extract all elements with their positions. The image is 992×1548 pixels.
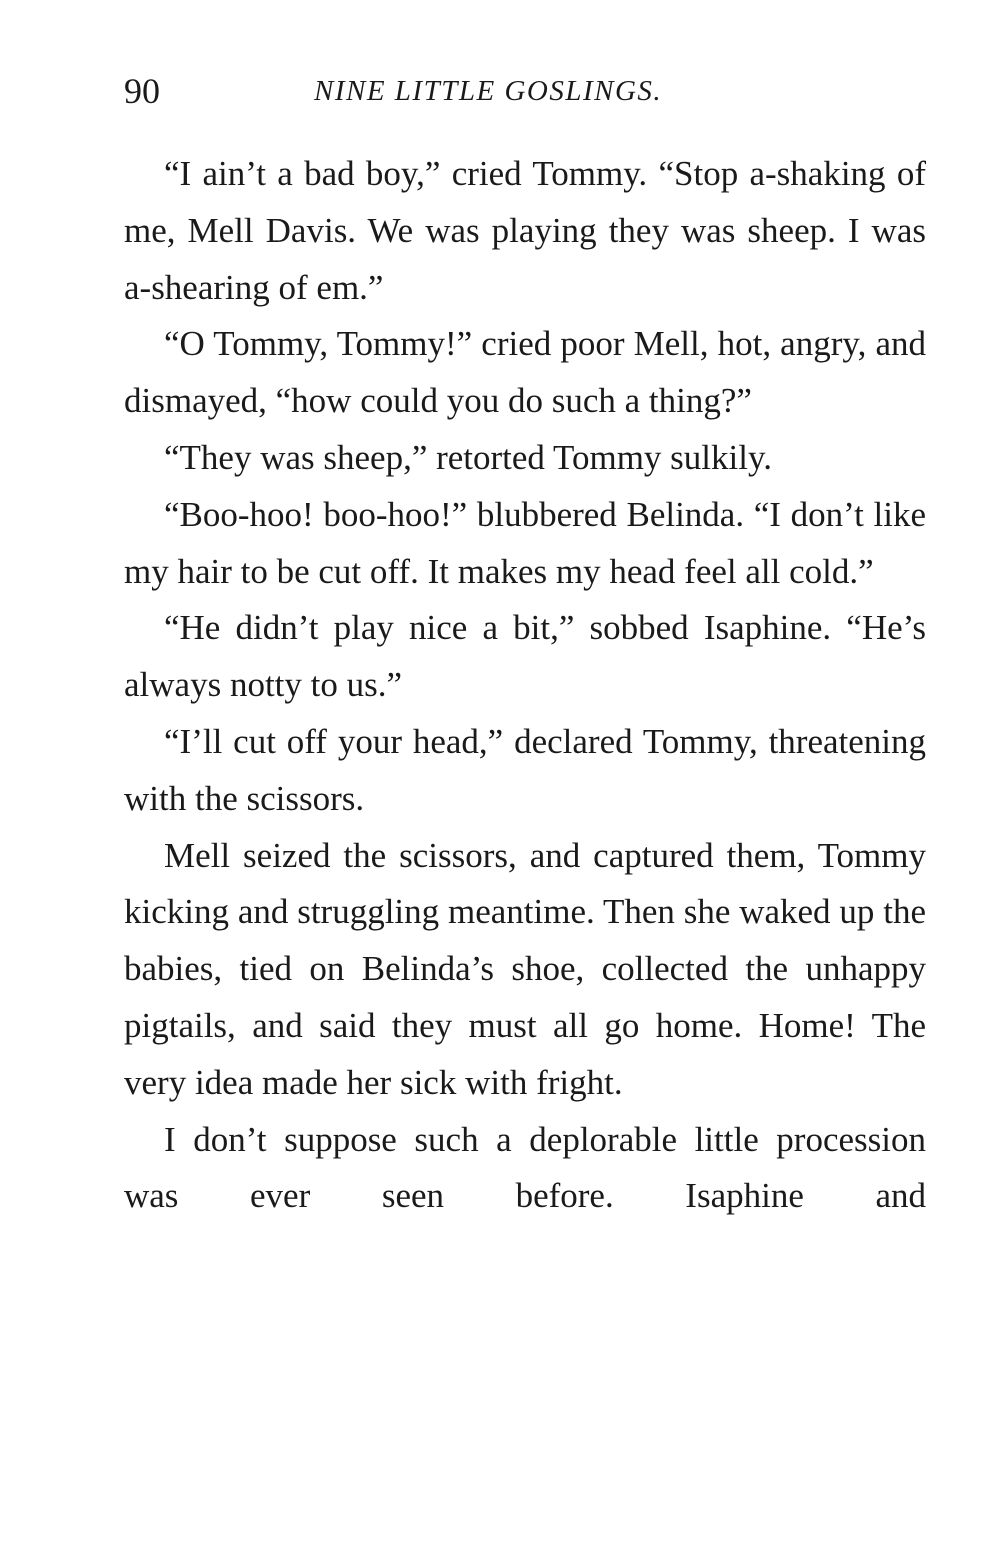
paragraph: “Boo-hoo! boo-hoo!” blubbered Belinda. “I don’t like my hair to be cut off. It makes my head feel all cold.”	[124, 494, 926, 591]
paragraph: “O Tommy, Tommy!” cried poor Mell, hot, angry, and dismayed, “how could you do such a thing?”	[124, 324, 926, 421]
paragraph: Mell seized the scissors, and captured them, Tommy kicking and struggling meantime. Then she waked up the babies, tied on Belinda’s shoe, collected the unhappy pigtails, and said they must all go home. Home! The very idea made her sick with fright.	[124, 835, 926, 1102]
paragraph: “He didn’t play nice a bit,” sobbed Isaphine. “He’s always notty to us.”	[124, 608, 926, 705]
page-header	[124, 66, 926, 116]
paragraph: “I’ll cut off your head,” declared Tommy, threatening with the scissors.	[124, 721, 926, 818]
page-number: 90	[124, 71, 160, 111]
paragraph: “I ain’t a bad boy,” cried Tommy. “Stop a-shaking of me, Mell Davis. We was playing they was sheep. I was a-shearing of em.”	[124, 154, 926, 307]
paragraph: I don’t suppose such a deplorable little procession was ever seen before. Isaphine and	[124, 1119, 926, 1216]
paragraph: “They was sheep,” retorted Tommy sulkily.	[164, 437, 772, 477]
page-body	[124, 146, 926, 1225]
running-title: NINE LITTLE GOSLINGS.	[314, 75, 663, 107]
